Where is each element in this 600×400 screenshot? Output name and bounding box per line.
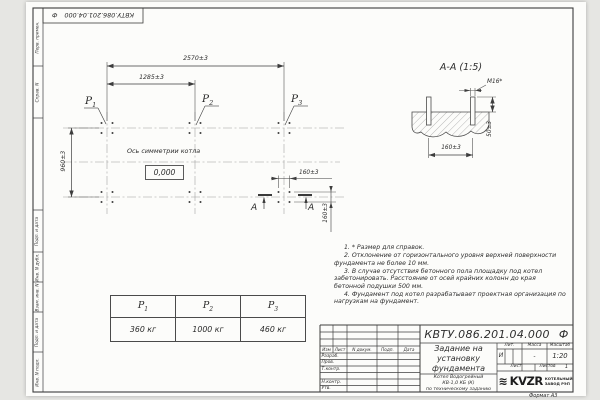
- lit-label: Лит.: [504, 343, 515, 348]
- product-line: КВ-1,0 КБ (К): [442, 380, 475, 386]
- product-line: Котел Водогрейный: [433, 374, 484, 380]
- sign-row-prov: Пров.: [321, 360, 335, 365]
- sheet-label: Лист: [510, 364, 522, 369]
- dim-bolt-spacing-v: 160±3: [323, 203, 330, 223]
- plan-view-linework: [59, 62, 345, 232]
- anchor-bolt-section: [427, 97, 432, 125]
- stamp-letter: Ф: [51, 11, 58, 20]
- dim-bolt-spacing-h: 160±3: [299, 169, 319, 176]
- kvzr-logo: [498, 372, 573, 391]
- level-mark: 0,000: [145, 165, 184, 180]
- sign-row-razrab: Разраб.: [321, 353, 339, 359]
- margin-cell-perv-primen: Перв. примен.: [35, 20, 41, 54]
- change-col-ndokum: N докум.: [352, 346, 372, 352]
- sign-row-tkontr: Т.контр.: [321, 366, 341, 372]
- bolt-thread-label: М16*: [487, 79, 503, 85]
- doc-title-line: фундамента: [432, 364, 485, 373]
- logo-word: KVZR: [509, 373, 543, 388]
- margin-cell-sprav-n: Справ. N: [35, 82, 41, 102]
- logo-waves-icon: ≋: [498, 375, 508, 388]
- sheets-value: 1: [564, 363, 569, 370]
- top-stamp: [43, 8, 143, 23]
- section-letter-right: А: [308, 203, 315, 213]
- mass-value: -: [533, 352, 536, 360]
- note-1: 1. * Размер для справок.: [344, 244, 425, 251]
- dim-protrusion: 50±3: [487, 120, 494, 137]
- doc-title-line: установку: [436, 354, 481, 363]
- loads-header-cell: $P_1$: [111, 296, 176, 318]
- sign-row-utv: Утв.: [321, 386, 331, 391]
- note-2: 2. Отклонение от горизонтального уровня верхней поверхности фундамента не более 10 мм.: [334, 252, 557, 267]
- loads-value-cell: 1000 кг: [176, 318, 241, 342]
- logo-caption: КОТЕЛЬНЫЙ ЗАВОД РЭП: [544, 375, 573, 386]
- loads-header-cell: $P_3$: [241, 296, 306, 318]
- change-col-izm: Изм: [322, 346, 331, 352]
- sheets-label: Листов: [539, 364, 556, 369]
- dim-row-spacing: 960±3: [59, 150, 67, 172]
- loads-table: [110, 295, 306, 342]
- scale-value: 1:20: [552, 352, 568, 360]
- note-4: 4. Фундамент под котел разрабатывает проектная организация по нагрузкам на фундамент.: [334, 290, 566, 306]
- axis-of-symmetry-label: Ось симметрии котла: [127, 147, 201, 155]
- product-line: по техническому заданию: [425, 386, 492, 392]
- dim-total: 2570±3: [183, 55, 208, 62]
- load-point-label-p3: $P_3$: [291, 93, 303, 108]
- doc-title-line: Задание на: [434, 344, 483, 353]
- notes-block: [334, 244, 568, 307]
- sign-row-nkontr: Н.контр.: [321, 379, 342, 385]
- dim-section-bolt-spacing: 160±3: [441, 145, 461, 151]
- loads-table-value-row: [111, 318, 306, 342]
- anchor-bolt-section: [471, 97, 476, 125]
- margin-cell-inv-podl: Инв. N подл.: [35, 357, 41, 387]
- margin-cell-podp-data-2: Подп. и дата: [35, 317, 41, 347]
- scale-label: Масштаб: [549, 343, 571, 348]
- margin-cell-podp-data-1: Подп. и дата: [35, 216, 41, 246]
- note-3: 3. В случае отсутствия бетонного пола площадку под котел забетонировать. Расстояние от осей крайних колонн до края бетонной подушки 500 мм.: [334, 267, 543, 290]
- loads-header-cell: $P_2$: [176, 296, 241, 318]
- section-title: А-А (1:5): [439, 62, 483, 73]
- stamp-code: КВТУ.086.201.04.000: [64, 11, 135, 20]
- change-col-podp: Подп.: [381, 346, 394, 352]
- change-col-list: Лист: [334, 346, 346, 352]
- loads-value-cell: 460 кг: [241, 318, 306, 342]
- lit-value: И: [498, 352, 504, 359]
- anchor-bolt-marks: [101, 122, 291, 203]
- change-col-data: Дата: [403, 346, 415, 352]
- margin-cell-vzam-inv: Взам. инв. N: [35, 283, 41, 311]
- section-letter-left: А: [251, 203, 258, 213]
- load-point-label-p2: $P_2$: [202, 93, 214, 108]
- loads-value-cell: 360 кг: [111, 318, 176, 342]
- load-point-label-p1: $P_1$: [85, 95, 97, 110]
- format-note: Формат А3: [529, 392, 558, 399]
- mass-label: Масса: [527, 343, 542, 348]
- designation: КВТУ.086.201.04.000 Ф: [424, 327, 569, 341]
- loads-table-header-row: [111, 296, 306, 318]
- dim-left-span: 1285±3: [139, 73, 164, 81]
- margin-cell-inv-dubl: Инв. N дубл.: [35, 252, 41, 282]
